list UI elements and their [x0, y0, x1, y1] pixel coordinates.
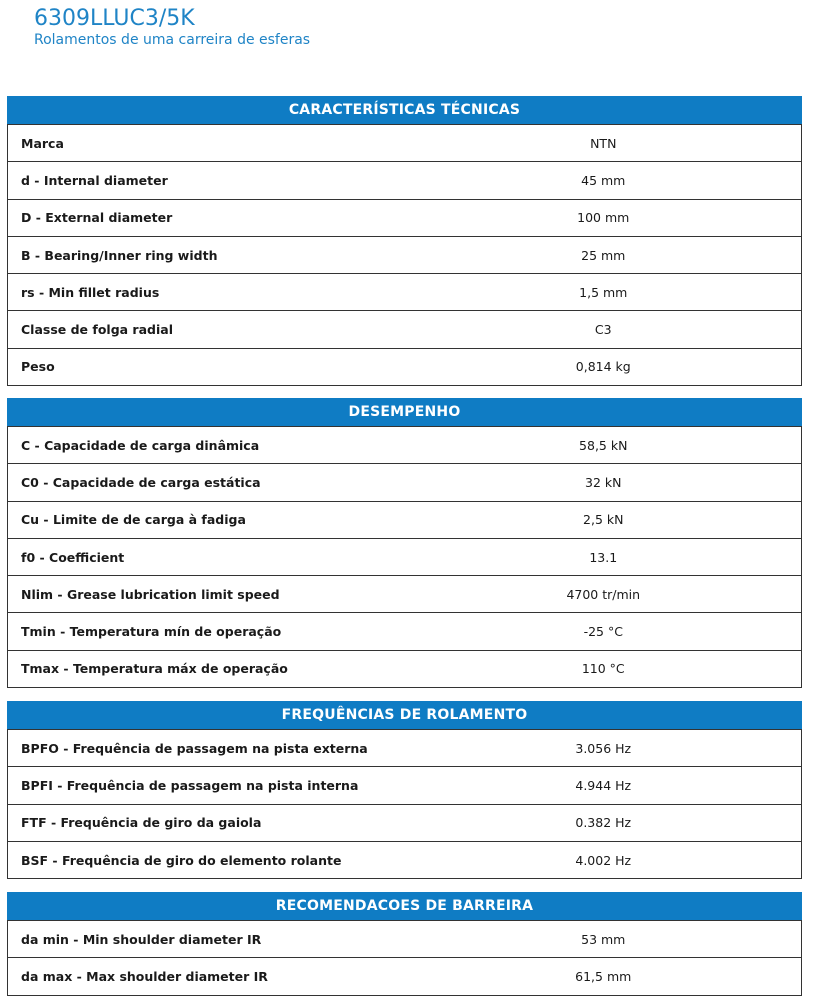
row-value: 0,814 kg [406, 348, 802, 385]
page-header [34, 6, 310, 49]
row-value: 110 °C [406, 650, 802, 687]
section-shoulder-recommendations [7, 892, 802, 996]
row-label: Cu - Limite de de carga à fadiga [8, 501, 406, 538]
row-value: 3.056 Hz [406, 730, 802, 767]
row-label: f0 - Coefficient [8, 538, 406, 575]
table-row [8, 841, 802, 878]
table-row [8, 576, 802, 613]
section-performance [7, 398, 802, 688]
section-title: RECOMENDACOES DE BARREIRA [7, 892, 802, 920]
row-label: d - Internal diameter [8, 162, 406, 199]
row-value: -25 °C [406, 613, 802, 650]
row-value: 1,5 mm [406, 274, 802, 311]
row-value: 4700 tr/min [406, 576, 802, 613]
section-title: CARACTERÍSTICAS TÉCNICAS [7, 96, 802, 124]
row-label: C - Capacidade de carga dinâmica [8, 427, 406, 464]
spec-table [7, 729, 802, 879]
row-value: 45 mm [406, 162, 802, 199]
row-label: Marca [8, 125, 406, 162]
table-row [8, 236, 802, 273]
row-value: C3 [406, 311, 802, 348]
row-value: 58,5 kN [406, 427, 802, 464]
table-row [8, 348, 802, 385]
section-bearing-frequencies [7, 701, 802, 879]
row-label: BPFO - Frequência de passagem na pista externa [8, 730, 406, 767]
row-value: 61,5 mm [406, 958, 802, 995]
table-row [8, 427, 802, 464]
section-title: FREQUÊNCIAS DE ROLAMENTO [7, 701, 802, 729]
table-row [8, 767, 802, 804]
table-row [8, 274, 802, 311]
table-row [8, 501, 802, 538]
row-value: 4.002 Hz [406, 841, 802, 878]
row-label: B - Bearing/Inner ring width [8, 236, 406, 273]
table-row [8, 199, 802, 236]
spec-table [7, 124, 802, 386]
row-label: Nlim - Grease lubrication limit speed [8, 576, 406, 613]
row-value: 32 kN [406, 464, 802, 501]
row-label: da max - Max shoulder diameter IR [8, 958, 406, 995]
row-label: Tmin - Temperatura mín de operação [8, 613, 406, 650]
section-technical-characteristics [7, 96, 802, 386]
row-label: D - External diameter [8, 199, 406, 236]
table-row [8, 730, 802, 767]
row-label: Tmax - Temperatura máx de operação [8, 650, 406, 687]
row-value: NTN [406, 125, 802, 162]
section-title: DESEMPENHO [7, 398, 802, 426]
row-value: 100 mm [406, 199, 802, 236]
table-row [8, 311, 802, 348]
spec-table [7, 426, 802, 688]
product-code: 6309LLUC3/5K [34, 6, 195, 31]
row-value: 4.944 Hz [406, 767, 802, 804]
row-label: da min - Min shoulder diameter IR [8, 921, 406, 958]
row-label: Classe de folga radial [8, 311, 406, 348]
row-label: FTF - Frequência de giro da gaiola [8, 804, 406, 841]
row-label: rs - Min fillet radius [8, 274, 406, 311]
row-label: C0 - Capacidade de carga estática [8, 464, 406, 501]
table-row [8, 162, 802, 199]
row-value: 13.1 [406, 538, 802, 575]
row-value: 2,5 kN [406, 501, 802, 538]
table-row [8, 958, 802, 995]
table-row [8, 613, 802, 650]
table-row [8, 650, 802, 687]
table-row [8, 538, 802, 575]
row-label: Peso [8, 348, 406, 385]
spec-table [7, 920, 802, 996]
row-label: BPFI - Frequência de passagem na pista interna [8, 767, 406, 804]
table-row [8, 804, 802, 841]
row-value: 25 mm [406, 236, 802, 273]
row-label: BSF - Frequência de giro do elemento rolante [8, 841, 406, 878]
table-row [8, 125, 802, 162]
table-row [8, 921, 802, 958]
row-value: 53 mm [406, 921, 802, 958]
product-description: Rolamentos de uma carreira de esferas [34, 32, 311, 48]
row-value: 0.382 Hz [406, 804, 802, 841]
table-row [8, 464, 802, 501]
